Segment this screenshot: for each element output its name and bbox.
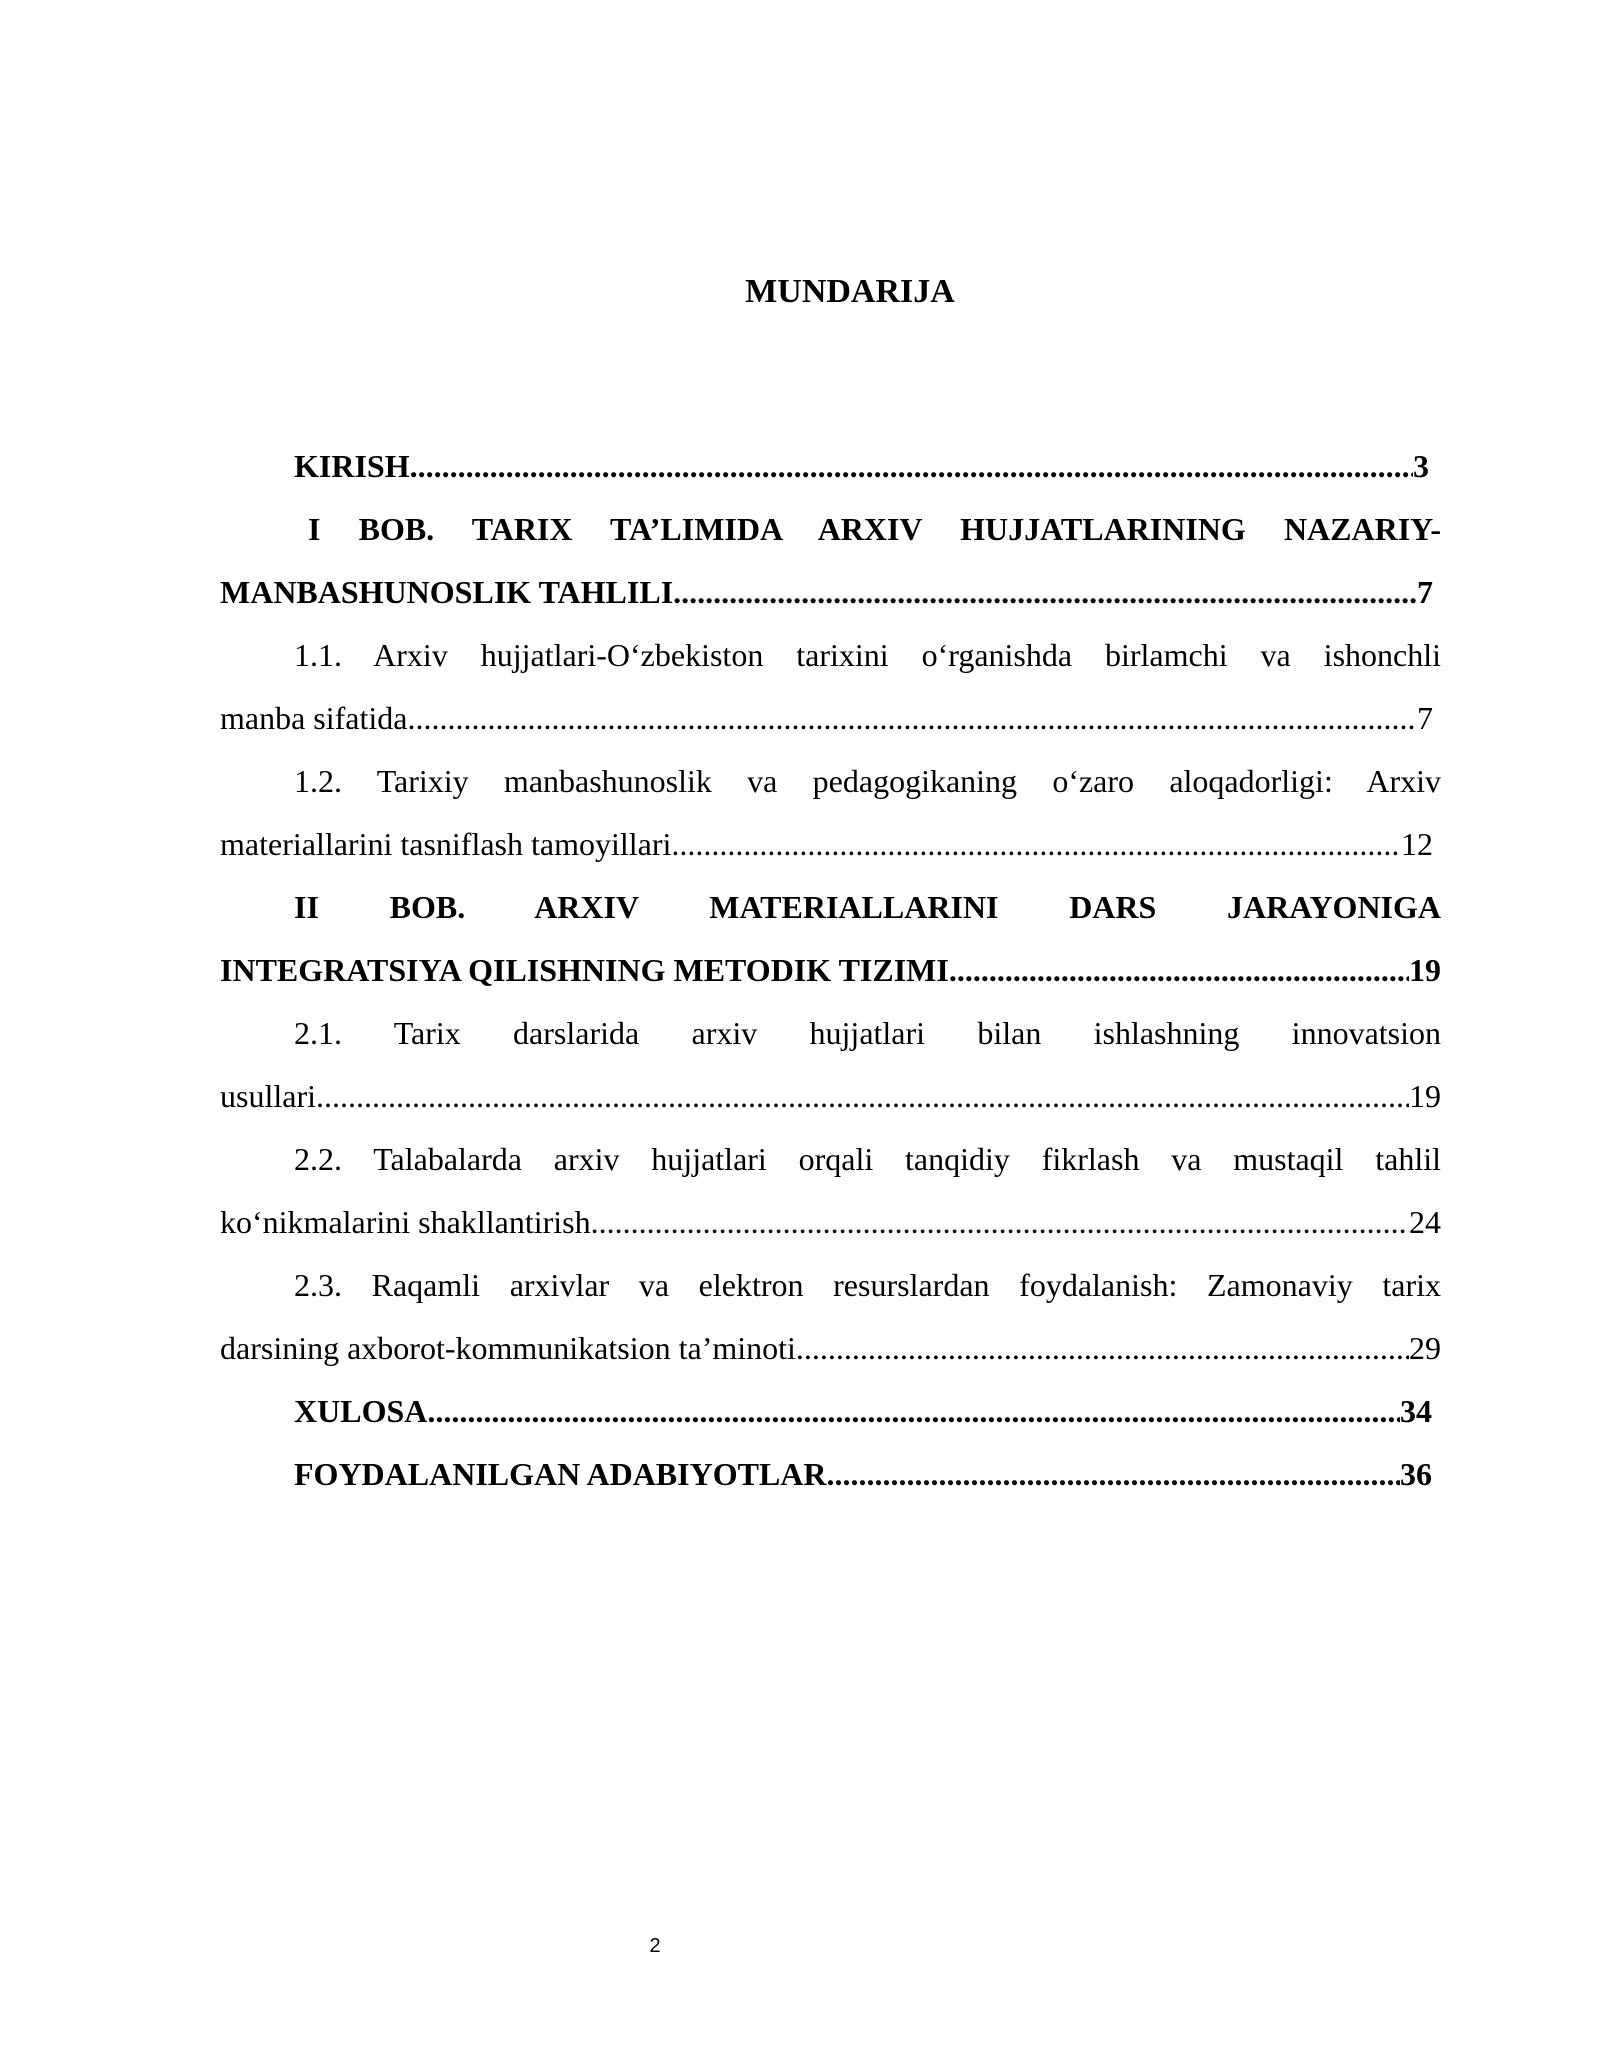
dot-leader [599,1191,1409,1254]
dot-leader [410,435,1413,498]
toc-entry-label: INTEGRATSIYA QILISHNING METODIK TIZIMI [220,952,949,988]
toc-entry-xulosa[interactable] [220,1380,1432,1443]
dot-leader [407,687,1417,750]
toc-entry-2-3-line2[interactable] [220,1317,1441,1380]
toc-entry-adabiyotlar[interactable] [220,1443,1432,1506]
toc-entry-1-1-line2[interactable] [220,687,1433,750]
toc-entry-bob1-line1[interactable]: I BOB. TARIX TA’LIMIDA ARXIV HUJJATLARINING NAZARIY- [308,511,1441,547]
toc-entry-label: XULOSA [294,1393,428,1429]
table-of-contents [220,435,1441,1506]
toc-entry-2-1-line1[interactable]: 2.1. Tarix darslarida arxiv hujjatlari bilan ishlashning innovatsion [294,1015,1441,1051]
toc-entry-2-1-line2[interactable] [220,1065,1441,1128]
dot-leader [671,813,1401,876]
toc-entry-1-2-line2[interactable] [220,813,1433,876]
dot-leader [796,1317,1409,1380]
toc-entry-2-2-line2[interactable] [220,1191,1441,1254]
toc-page-number: 19 [1409,1078,1441,1114]
toc-page-number: 24 [1409,1204,1441,1240]
toc-page-number: 12 [1401,826,1433,862]
toc-page-number: 19 [1409,952,1441,988]
toc-entry-bob2-line2[interactable] [220,939,1441,1002]
toc-page-number: 7 [1417,700,1433,736]
toc-entry-label: KIRISH [294,448,410,484]
toc-entry-1-1-line1[interactable]: 1.1. Arxiv hujjatlari-O‘zbekiston tarixini o‘rganishda birlamchi va ishonchli [294,637,1441,673]
toc-entry-bob1-line2[interactable] [220,561,1433,624]
toc-entry-label: MANBASHUNOSLIK TAHLILI [220,574,674,610]
toc-entry-1-2-line1[interactable]: 1.2. Tarixiy manbashunoslik va pedagogikaning o‘zaro aloqadorligi: Arxiv [294,763,1441,799]
toc-entry-2-2-line1[interactable]: 2.2. Talabalarda arxiv hujjatlari orqali tanqidiy fikrlash va mustaqil tahlil [294,1141,1441,1177]
dot-leader [827,1443,1401,1506]
toc-entry-bob2-line1[interactable]: II BOB. ARXIV MATERIALLARINI DARS JARAYONIGA [294,889,1441,925]
page-number: 2 [649,1935,661,1957]
toc-page-number: 29 [1409,1330,1441,1366]
toc-entry-label: ko‘nikmalarini shakllantirish. [220,1204,599,1240]
toc-entry-kirish[interactable] [220,435,1429,498]
dot-leader [427,1380,1400,1443]
toc-entry-label: FOYDALANILGAN ADABIYOTLAR [294,1456,827,1492]
toc-entry-label: manba sifatida [220,700,408,736]
page-title: MUNDARIJA [745,273,955,310]
toc-page-number: 36 [1400,1456,1432,1492]
dot-leader [316,1065,1409,1128]
toc-entry-2-3-line1[interactable]: 2.3. Raqamli arxivlar va elektron resurslardan foydalanish: Zamonaviy tarix [294,1267,1441,1303]
toc-page-number: 3 [1413,448,1429,484]
toc-entry-label: darsining axborot-kommunikatsion ta’minoti [220,1330,796,1366]
dot-leader [673,561,1417,624]
toc-page-number: 34 [1400,1393,1432,1429]
toc-page-number: 7 [1417,574,1433,610]
dot-leader [949,939,1409,1002]
toc-entry-label: usullari [220,1078,316,1114]
toc-entry-label: materiallarini tasniflash tamoyillari [220,826,672,862]
